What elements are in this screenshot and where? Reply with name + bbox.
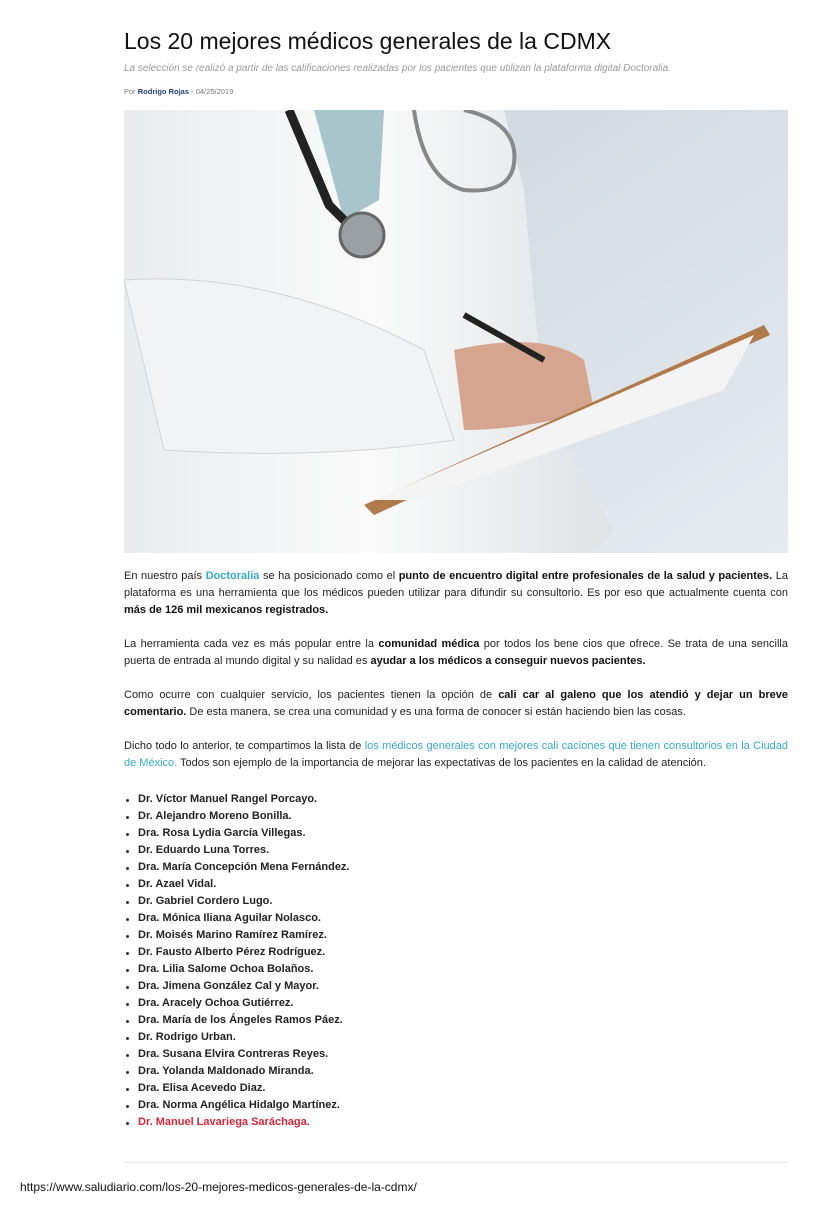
doctor-name: Dr. Fausto Alberto Pérez Rodríguez. (138, 946, 326, 958)
doctor-name: Dra. María de los Ángeles Ramos Páez. (138, 1014, 343, 1026)
bold-text: más de 126 mil mexicanos registrados. (124, 604, 329, 616)
bullet-icon (126, 833, 129, 836)
list-item (124, 1012, 350, 1029)
bullet-icon (126, 918, 129, 921)
bullet-icon (126, 1122, 129, 1125)
bullet-icon (126, 986, 129, 989)
list-item (124, 944, 350, 961)
list-item (124, 859, 350, 876)
doctor-name: Dra. Rosa Lydia García Villegas. (138, 827, 306, 839)
bullet-icon (126, 816, 129, 819)
bullet-icon (126, 1003, 129, 1006)
list-item (124, 1080, 350, 1097)
page-url: https://www.saludiario.com/los-20-mejores-medicos-generales-de-la-cdmx/ (20, 1180, 417, 1194)
paragraph-list-intro (124, 738, 788, 772)
doctor-name: Dra. Lilia Salome Ochoa Bolaños. (138, 963, 314, 975)
doctor-name: Dra. Susana Elvira Contreras Reyes. (138, 1048, 329, 1060)
doctor-name: Dr. Rodrigo Urban. (138, 1031, 236, 1043)
text: Dicho todo lo anterior, te compartimos la lista de (124, 740, 365, 752)
bullet-icon (126, 884, 129, 887)
bullet-icon (126, 1020, 129, 1023)
article-subtitle: La selección se realizó a partir de las calificaciones realizadas por los pacientes que utilizan la plataforma digital Doctoralia. (124, 63, 671, 74)
list-item (124, 961, 350, 978)
list-item (124, 791, 350, 808)
publish-date: 04/25/2019 (195, 87, 234, 96)
doctoralia-link[interactable]: Doctoralia (205, 570, 260, 582)
bullet-icon (126, 901, 129, 904)
list-item (124, 995, 350, 1012)
by-label: Por (124, 87, 136, 96)
doctor-name: Dra. Norma Angélica Hidalgo Martínez. (138, 1099, 340, 1111)
doctor-name: Dra. Elisa Acevedo Diaz. (138, 1082, 266, 1094)
list-item (124, 876, 350, 893)
doctor-name: Dr. Azael Vidal. (138, 878, 217, 890)
list-item (124, 842, 350, 859)
text: se ha posicionado como el (259, 570, 399, 582)
bullet-icon (126, 952, 129, 955)
doctor-name: Dr. Víctor Manuel Rangel Porcayo. (138, 793, 318, 805)
bullet-icon (126, 1054, 129, 1057)
list-item (124, 808, 350, 825)
text: La plataforma es una herramienta que los médicos pueden utilizar para difundir su consultorio. Es por eso que actualmente cuenta con (124, 570, 788, 599)
paragraph-intro (124, 568, 788, 619)
list-item (124, 978, 350, 995)
bold-text: cali car al galeno que los atendió y dejar un breve comentario. (124, 689, 788, 718)
paragraph-popularity (124, 636, 788, 670)
hero-image (124, 110, 788, 553)
doctors-list (124, 791, 350, 1131)
bold-text: comunidad médica (378, 638, 480, 650)
bold-text: punto de encuentro digital entre profesionales de la salud y pacientes. (398, 570, 773, 582)
bold-text: ayudar a los médicos a conseguir nuevos pacientes. (370, 655, 646, 667)
bullet-icon (126, 799, 129, 802)
paragraph-ratings (124, 687, 788, 721)
bullet-icon (126, 1071, 129, 1074)
list-item (124, 1063, 350, 1080)
list-item (124, 927, 350, 944)
text: La herramienta cada vez es más popular entre la (124, 638, 379, 650)
text: De esta manera, se crea una comunidad y es una forma de conocer si están haciendo bien las cosas. (186, 706, 686, 718)
author-link[interactable]: Rodrigo Rojas (137, 87, 190, 96)
list-item (124, 1029, 350, 1046)
text: por todos los bene cios que ofrece. Se trata de una sencilla puerta de entrada al mundo digital y su nalidad es (124, 638, 788, 667)
text: Como ocurre con cualquier servicio, los pacientes tienen la opción de (124, 689, 499, 701)
bullet-icon (126, 935, 129, 938)
list-item (124, 825, 350, 842)
doctor-name: Dr. Alejandro Moreno Bonilla. (138, 810, 292, 822)
text: En nuestro país (124, 570, 206, 582)
doctor-name: Dr. Gabriel Cordero Lugo. (138, 895, 273, 907)
doctor-name: Dr. Eduardo Luna Torres. (138, 844, 270, 856)
bullet-icon (126, 969, 129, 972)
list-item (124, 910, 350, 927)
doctor-name: Dra. María Concepción Mena Fernández. (138, 861, 350, 873)
page-title: Los 20 mejores médicos generales de la CDMX (124, 28, 612, 54)
doctor-name: Dra. Jimena González Cal y Mayor. (138, 980, 319, 992)
bullet-icon (126, 1105, 129, 1108)
list-item (124, 1046, 350, 1063)
doctors-list-link[interactable]: los médicos generales con mejores cali caciones que tienen consultorios en la Ciudad de México. (124, 740, 789, 769)
divider (124, 1162, 788, 1163)
doctor-name: Dra. Yolanda Maldonado Miranda. (138, 1065, 314, 1077)
bullet-icon (126, 1037, 129, 1040)
article-body (124, 568, 788, 789)
byline-separator: - (191, 87, 194, 96)
list-item (124, 1114, 350, 1131)
bullet-icon (126, 1088, 129, 1091)
doctor-name: Dr. Moisés Marino Ramírez Ramírez. (138, 929, 327, 941)
list-item (124, 1097, 350, 1114)
bullet-icon (126, 850, 129, 853)
bullet-icon (126, 867, 129, 870)
doctor-name: Dr. Manuel Lavariega Saráchaga. (138, 1116, 310, 1128)
doctor-name: Dra. Aracely Ochoa Gutiérrez. (138, 997, 294, 1009)
doctor-name: Dra. Mónica Iliana Aguilar Nolasco. (138, 912, 321, 924)
list-item (124, 893, 350, 910)
byline (124, 87, 233, 96)
text: Todos son ejemplo de la importancia de mejorar las expectativas de los pacientes en la calidad de atención. (177, 757, 706, 769)
